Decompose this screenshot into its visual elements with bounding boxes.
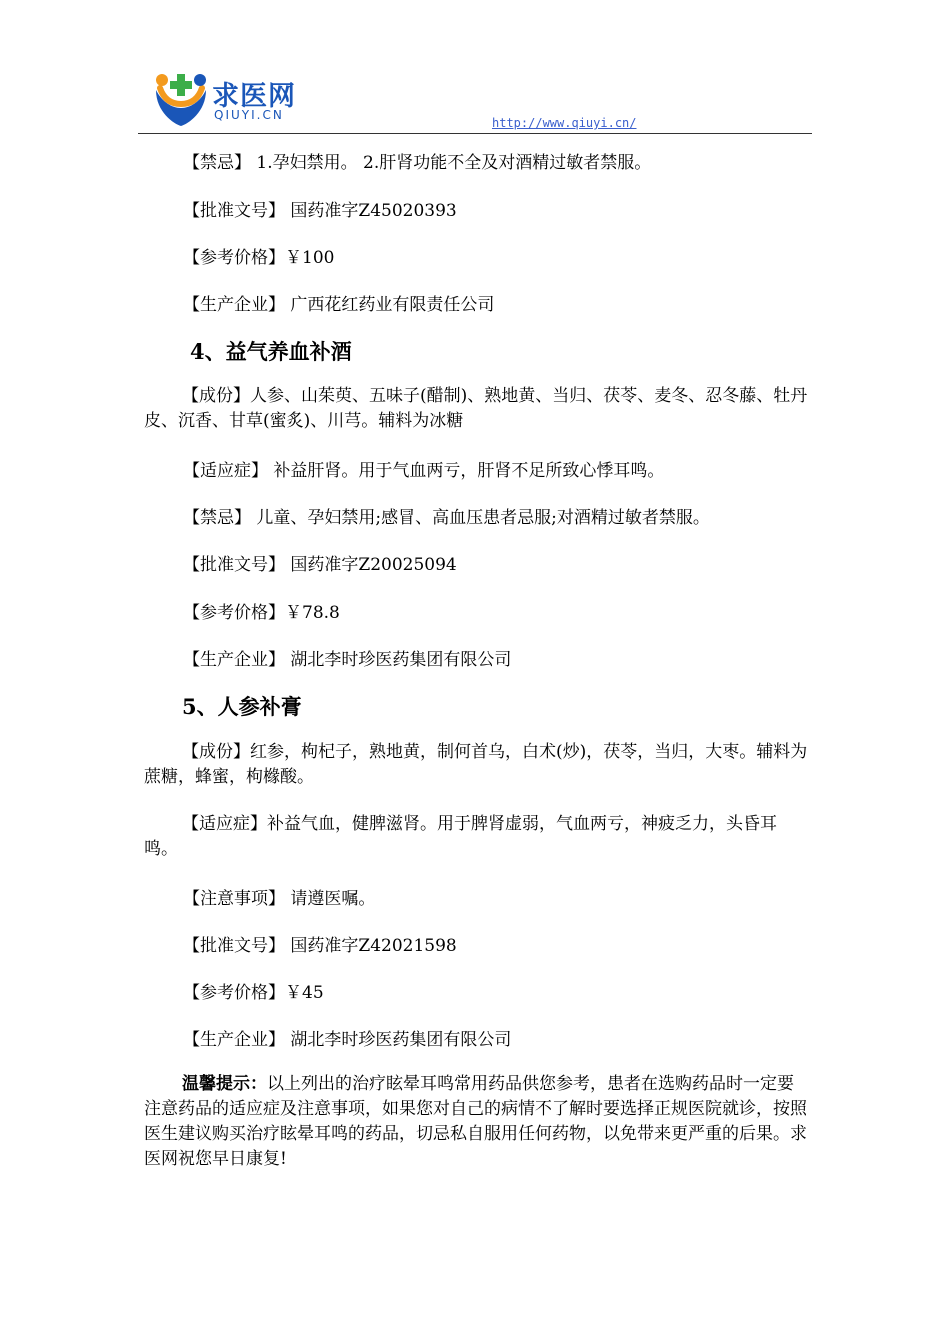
warm-tip-paragraph — [144, 1072, 808, 1172]
logo-english-text: QIUYI.CN — [214, 108, 284, 122]
section-heading-5: 5、人参补膏 — [182, 694, 302, 719]
approval-number-line: 【批准文号】 国药准字Z45020393 — [183, 201, 457, 221]
reference-price-line: 【参考价格】￥100 — [183, 248, 335, 268]
approval-number-line-5: 【批准文号】 国药准字Z42021598 — [183, 936, 457, 956]
approval-number-line-4: 【批准文号】 国药准字Z20025094 — [183, 555, 457, 575]
warm-tip-text: 以上列出的治疗眩晕耳鸣常用药品供您参考，患者在选购药品时一定要注意药品的适应症及注意事项，如果您对自己的病情不了解时要选择正规医院就诊，按照医生建议购买治疗眩晕耳鸣的药品，切忌私自服用任何药物，以免带来更严重的后果。求医网祝您早日康复! — [144, 1074, 807, 1169]
section-heading-4: 4、益气养血补酒 — [190, 339, 352, 364]
warm-tip-label: 温馨提示： — [182, 1074, 267, 1094]
contraindication-line: 【禁忌】 1.孕妇禁用。 2.肝肾功能不全及对酒精过敏者禁服。 — [183, 153, 652, 173]
indication-paragraph-5: 【适应症】补益气血，健脾滋肾。用于脾肾虚弱，气血两亏，神疲乏力，头昏耳鸣。 — [144, 814, 777, 859]
manufacturer-line-5: 【生产企业】 湖北李时珍医药集团有限公司 — [183, 1030, 512, 1050]
page-header — [0, 0, 950, 136]
manufacturer-line: 【生产企业】 广西花红药业有限责任公司 — [183, 295, 495, 315]
ingredients-paragraph-5: 【成份】红参，枸杞子，熟地黄，制何首乌，白术(炒)，茯苓，当归，大枣。辅料为蔗糖，蜂蜜，枸橼酸。 — [144, 742, 808, 787]
ingredients-paragraph-4: 【成份】人参、山茱萸、五味子(醋制)、熟地黄、当归、茯苓、麦冬、忍冬藤、牡丹皮、沉香、甘草(蜜炙)、川芎。辅料为冰糖 — [144, 386, 808, 431]
logo-mark-icon — [150, 68, 212, 128]
indication-line-4: 【适应症】 补益肝肾。用于气血两亏，肝肾不足所致心悸耳鸣。 — [183, 461, 665, 481]
contraindication-line-4: 【禁忌】 儿童、孕妇禁用;感冒、高血压患者忌服;对酒精过敏者禁服。 — [183, 508, 710, 528]
logo-chinese-text: 求医网 — [212, 81, 296, 112]
reference-price-line-5: 【参考价格】￥45 — [183, 983, 324, 1003]
reference-price-line-4: 【参考价格】￥78.8 — [183, 603, 340, 623]
manufacturer-line-4: 【生产企业】 湖北李时珍医药集团有限公司 — [183, 650, 512, 670]
site-url-link[interactable]: http://www.qiuyi.cn/ — [492, 116, 637, 130]
qiuyi-logo[interactable] — [150, 68, 330, 128]
precautions-line-5: 【注意事项】 请遵医嘱。 — [183, 889, 376, 909]
header-divider — [138, 133, 812, 134]
